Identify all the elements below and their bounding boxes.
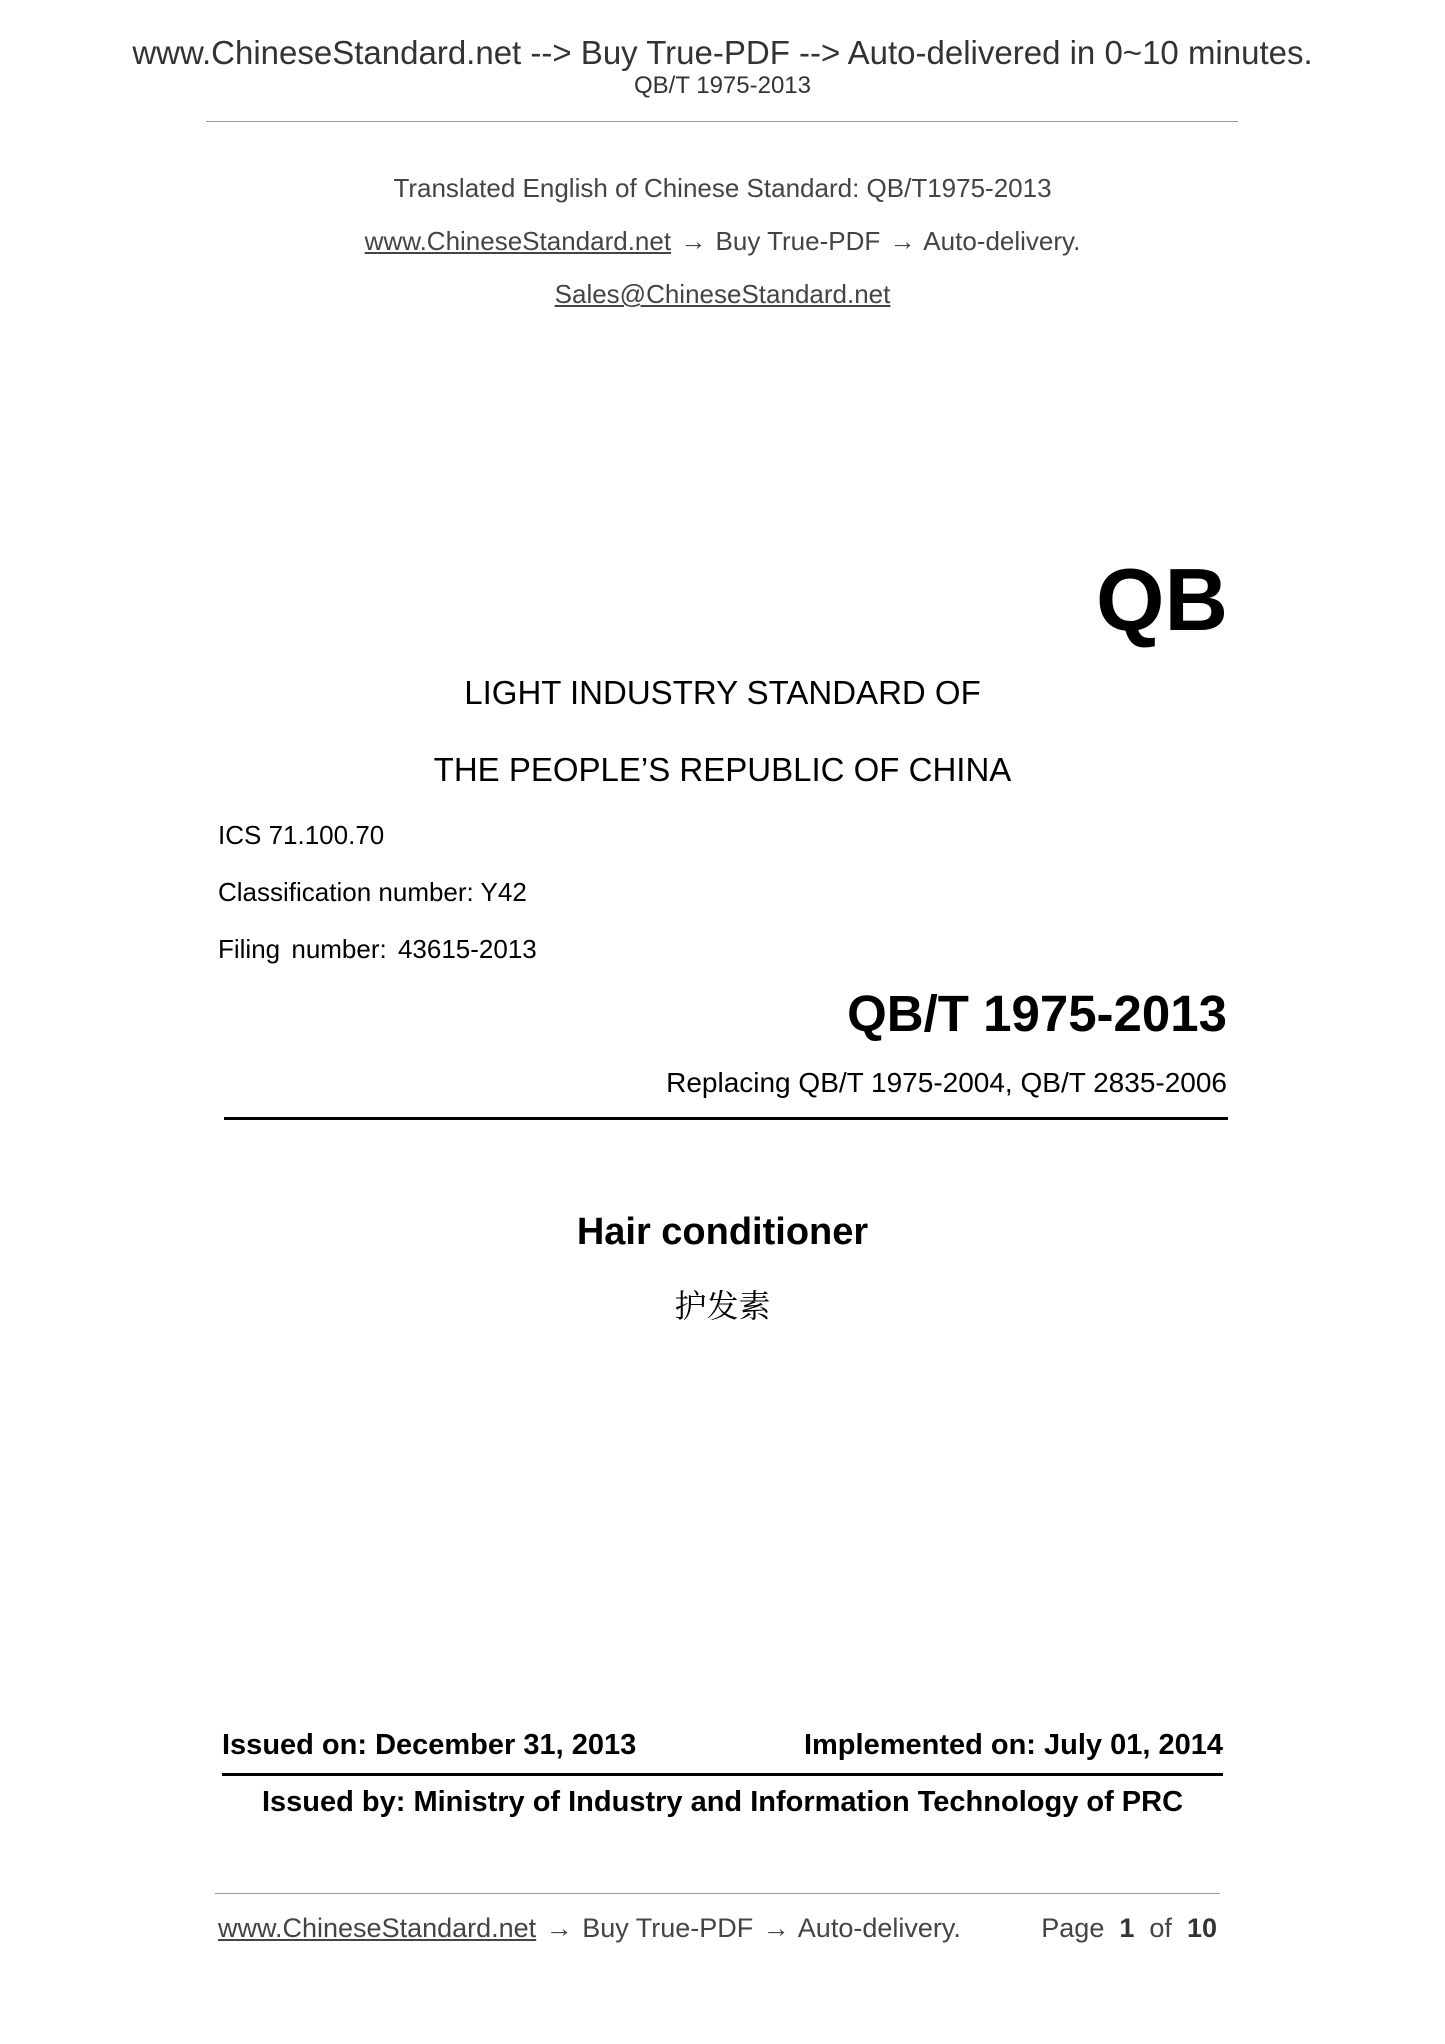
ics-code: ICS 71.100.70 xyxy=(218,820,385,850)
footer-buy-line xyxy=(218,1915,961,1942)
footer-delivery-text: Auto-delivery. xyxy=(797,1913,961,1943)
issued-on-date: Issued on: December 31, 2013 xyxy=(222,1729,637,1761)
email-link[interactable]: Sales@ChineseStandard.net xyxy=(554,279,891,309)
site-link[interactable]: www.ChineseStandard.net xyxy=(364,226,672,256)
delivery-text: Auto-delivery. xyxy=(923,226,1081,256)
page-current: 1 xyxy=(1119,1913,1135,1943)
replacing-standards: Replacing QB/T 1975-2004, QB/T 2835-2006 xyxy=(666,1067,1227,1098)
classification-number: Classification number: Y42 xyxy=(218,877,527,907)
page-label: Page xyxy=(1041,1913,1105,1943)
title-divider xyxy=(224,1117,1228,1120)
issued-divider xyxy=(222,1773,1223,1776)
document-title-chinese: 护发素 xyxy=(674,1287,771,1325)
buy-line xyxy=(0,228,1445,254)
standard-category-code: QB xyxy=(1096,550,1228,649)
arrow-right-icon: → xyxy=(889,226,916,256)
document-title: Hair conditioner xyxy=(576,1211,869,1253)
buy-text: Buy True-PDF xyxy=(715,226,881,256)
email-line xyxy=(0,281,1445,307)
running-header-code: QB/T 1975-2013 xyxy=(633,72,811,99)
page-indicator xyxy=(1041,1915,1217,1942)
footer-site-link[interactable]: www.ChineseStandard.net xyxy=(218,1913,537,1943)
translation-notice: Translated English of Chinese Standard: QB/T1975-2013 xyxy=(393,173,1052,203)
arrow-right-icon: → xyxy=(680,226,707,256)
top-banner: www.ChineseStandard.net --> Buy True-PDF --> Auto-delivered in 0~10 minutes. xyxy=(132,34,1313,71)
footer-divider xyxy=(215,1893,1220,1894)
issuer-title-line2: THE PEOPLE’S REPUBLIC OF CHINA xyxy=(433,751,1012,788)
arrow-right-icon: → xyxy=(762,1913,790,1943)
filing-number: Filing number: 43615-2013 xyxy=(218,934,537,964)
issuer-title-line1: LIGHT INDUSTRY STANDARD OF xyxy=(464,674,981,711)
issued-by: Issued by: Ministry of Industry and Information Technology of PRC xyxy=(261,1786,1184,1818)
implemented-on-date: Implemented on: July 01, 2014 xyxy=(803,1729,1223,1761)
standard-number: QB/T 1975-2013 xyxy=(847,985,1227,1042)
arrow-right-icon: → xyxy=(545,1913,573,1943)
page-total: 10 xyxy=(1186,1913,1217,1943)
page-of-label: of xyxy=(1149,1913,1172,1943)
footer-buy-text: Buy True-PDF xyxy=(582,1913,754,1943)
header-divider xyxy=(206,121,1238,122)
